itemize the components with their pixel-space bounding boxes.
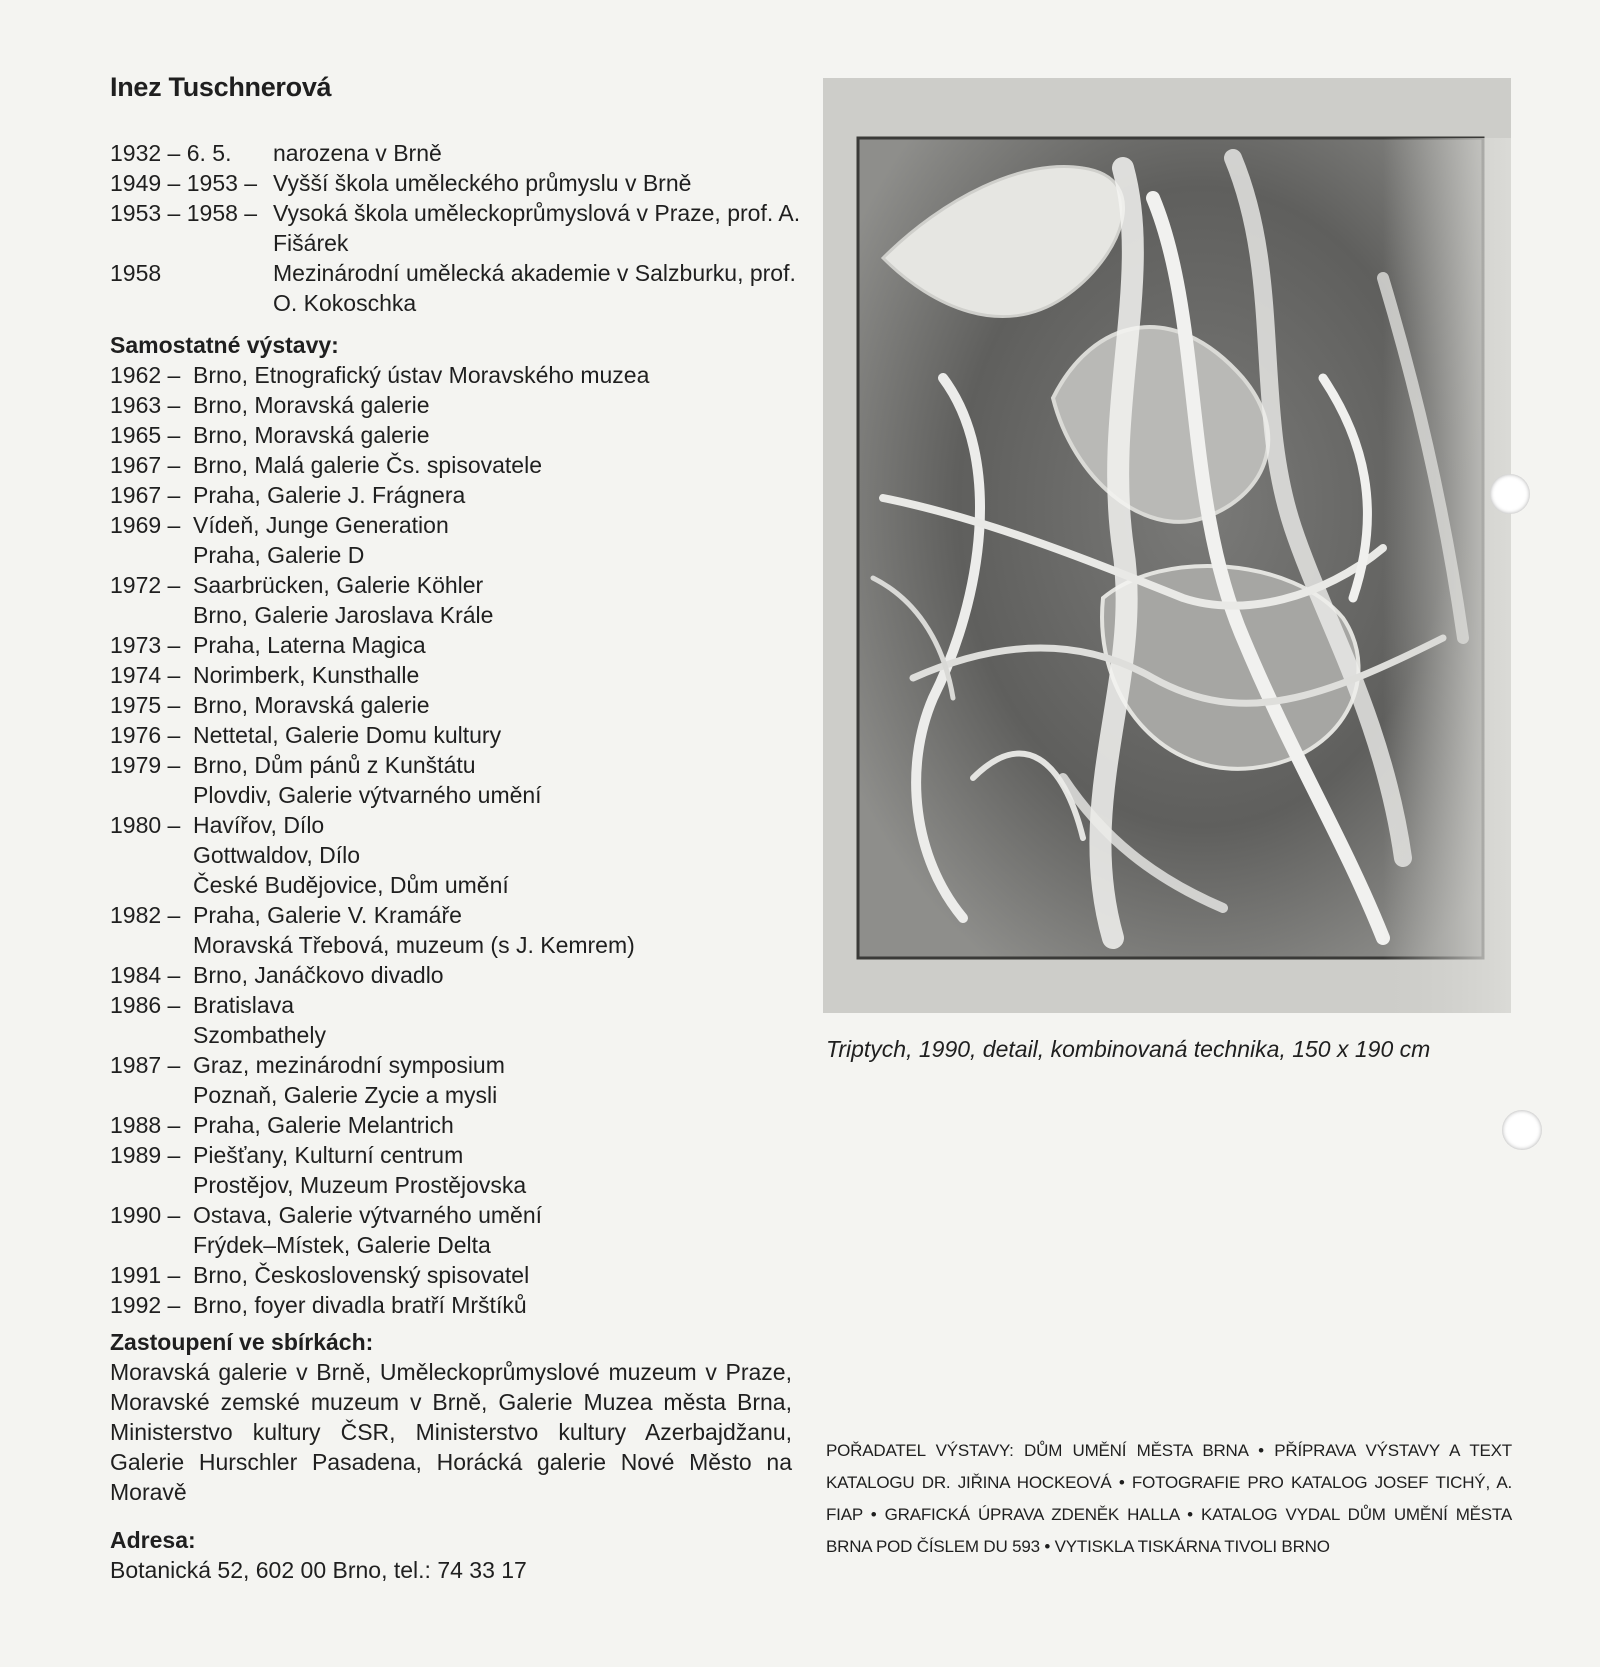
exhibition-year: 1989 – [110, 1142, 181, 1168]
biography [110, 138, 810, 318]
address-heading: Adresa: [110, 1527, 196, 1553]
exhibition-venue: Brno, Moravská galerie [193, 392, 430, 418]
exhibition-venue: Praha, Galerie Melantrich [193, 1112, 454, 1138]
exhibition-row [110, 1260, 810, 1290]
exhibition-year: 1986 – [110, 992, 181, 1018]
exhibition-row [110, 360, 810, 390]
exhibition-venue: Praha, Galerie J. Frágnera [193, 482, 466, 508]
exhibition-venue: Moravská Třebová, muzeum (s J. Kemrem) [193, 932, 635, 958]
exhibition-year [110, 540, 193, 570]
exhibition-row [110, 1020, 810, 1050]
exhibition-row [110, 690, 810, 720]
bio-year: 1958 [110, 260, 162, 286]
exhibition-year [110, 840, 193, 870]
exhibition-row [110, 390, 810, 420]
exhibition-venue: Brno, Malá galerie Čs. spisovatele [193, 452, 542, 478]
exhibition-row [110, 450, 810, 480]
exhibition-year [110, 1170, 193, 1200]
exhibition-venue: Brno, Janáčkovo divadlo [193, 962, 444, 988]
exhibitions-list [110, 360, 810, 1320]
bio-text: narozena v Brně [273, 140, 442, 166]
exhibition-year: 1969 – [110, 512, 181, 538]
exhibition-year [110, 600, 193, 630]
exhibition-row [110, 810, 810, 840]
exhibition-venue: Piešťany, Kulturní centrum [193, 1142, 464, 1168]
exhibition-row [110, 1080, 810, 1110]
artwork-photo [823, 78, 1511, 1013]
exhibition-year: 1962 – [110, 362, 181, 388]
exhibition-year: 1979 – [110, 752, 181, 778]
bio-year: 1953 – 1958 – [110, 200, 258, 226]
exhibition-year: 1974 – [110, 662, 181, 688]
exhibition-venue: Praha, Galerie V. Kramáře [193, 902, 462, 928]
exhibition-year [110, 1020, 193, 1050]
exhibition-venue: Brno, Moravská galerie [193, 422, 430, 448]
address-text: Botanická 52, 602 00 Brno, tel.: 74 33 17 [110, 1557, 527, 1583]
exhibition-year [110, 870, 193, 900]
exhibition-year: 1972 – [110, 572, 181, 598]
exhibition-row [110, 720, 810, 750]
exhibition-year: 1992 – [110, 1292, 181, 1318]
exhibition-venue: Brno, Dům pánů z Kunštátu [193, 752, 476, 778]
bio-year: 1949 – 1953 – [110, 170, 258, 196]
exhibition-venue: Bratislava [193, 992, 294, 1018]
exhibition-venue: Nettetal, Galerie Domu kultury [193, 722, 502, 748]
exhibition-row [110, 660, 810, 690]
exhibition-year [110, 1230, 193, 1260]
exhibition-venue: Prostějov, Muzeum Prostějovska [193, 1172, 527, 1198]
bio-year: 1932 – 6. 5. [110, 140, 232, 166]
exhibition-venue: Plovdiv, Galerie výtvarného umění [193, 782, 542, 808]
bio-text: Mezinárodní umělecká akademie v Salzburku, prof. O. Kokoschka [273, 260, 796, 316]
exhibition-venue: Szombathely [193, 1022, 326, 1048]
exhibition-venue: Brno, Moravská galerie [193, 692, 430, 718]
bio-text: Vysoká škola uměleckoprůmyslová v Praze, prof. A. Fišárek [273, 200, 801, 256]
exhibition-venue: Brno, Československý spisovatel [193, 1262, 530, 1288]
exhibition-row [110, 840, 810, 870]
exhibition-row [110, 1290, 810, 1320]
photo-caption: Triptych, 1990, detail, kombinovaná technika, 150 x 190 cm [826, 1036, 1431, 1062]
exhibition-year: 1980 – [110, 812, 181, 838]
bio-row [110, 168, 810, 198]
exhibition-year: 1967 – [110, 452, 181, 478]
exhibition-venue: Poznaň, Galerie Zycie a mysli [193, 1082, 498, 1108]
exhibition-row [110, 900, 810, 930]
exhibition-year: 1990 – [110, 1202, 181, 1228]
exhibition-venue: Praha, Galerie D [193, 542, 365, 568]
catalog-credits: POŘADATEL VÝSTAVY: DŮM UMĚNÍ MĚSTA BRNA • PŘÍPRAVA VÝSTAVY A TEXT KATALOGU DR. JIŘINA HOCKEOVÁ • FOTOGRAFIE PRO KATALOG JOSEF TICHÝ, A. FIAP • GRAFICKÁ ÚPRAVA ZDENĚK HALLA • KATALOG VYDAL DŮM UMĚNÍ MĚSTA BRNA POD ČÍSLEM DU 593 • VYTISKLA TISKÁRNA TIVOLI BRNO [826, 1441, 1512, 1556]
exhibition-venue: Graz, mezinárodní symposium [193, 1052, 505, 1078]
exhibition-row [110, 990, 810, 1020]
exhibition-row [110, 510, 810, 540]
artist-name: Inez Tuschnerová [110, 72, 332, 102]
exhibition-row [110, 750, 810, 780]
exhibition-year [110, 780, 193, 810]
exhibitions-heading: Samostatné výstavy: [110, 332, 339, 358]
exhibition-row [110, 1140, 810, 1170]
exhibition-year [110, 930, 193, 960]
exhibition-row [110, 420, 810, 450]
exhibition-row [110, 630, 810, 660]
exhibition-venue: Vídeň, Junge Generation [193, 512, 449, 538]
exhibition-row [110, 780, 810, 810]
exhibition-row [110, 930, 810, 960]
exhibition-row [110, 1200, 810, 1230]
exhibition-venue: Saarbrücken, Galerie Köhler [193, 572, 484, 598]
bio-row [110, 198, 810, 258]
exhibition-year: 1982 – [110, 902, 181, 928]
exhibition-venue: České Budějovice, Dům umění [193, 872, 509, 898]
exhibition-row [110, 480, 810, 510]
exhibition-row [110, 600, 810, 630]
binder-hole-lower [1502, 1110, 1542, 1150]
exhibition-year: 1976 – [110, 722, 181, 748]
exhibition-year: 1984 – [110, 962, 181, 988]
exhibition-venue: Gottwaldov, Dílo [193, 842, 361, 868]
exhibition-year: 1967 – [110, 482, 181, 508]
collections-text: Moravská galerie v Brně, Uměleckoprůmyslové muzeum v Praze, Moravské zemské muzeum v Brně, Galerie Muzea města Brna, Ministerstvo kultury ČSR, Ministerstvo kultury Azerbajdžanu, Galerie Hurschler Pasadena, Horácká galerie Nové Město na Moravě [110, 1359, 792, 1505]
collections-heading: Zastoupení ve sbírkách: [110, 1329, 374, 1355]
exhibition-venue: Brno, Etnografický ústav Moravského muzea [193, 362, 650, 388]
exhibition-venue: Brno, Galerie Jaroslava Krále [193, 602, 494, 628]
exhibition-year: 1963 – [110, 392, 181, 418]
exhibition-year: 1973 – [110, 632, 181, 658]
bio-row [110, 138, 810, 168]
exhibition-row [110, 1230, 810, 1260]
exhibition-venue: Norimberk, Kunsthalle [193, 662, 420, 688]
exhibition-venue: Havířov, Dílo [193, 812, 325, 838]
bio-text: Vyšší škola uměleckého průmyslu v Brně [273, 170, 692, 196]
exhibition-year [110, 1080, 193, 1110]
exhibition-venue: Ostava, Galerie výtvarného umění [193, 1202, 542, 1228]
exhibition-venue: Praha, Laterna Magica [193, 632, 426, 658]
exhibition-year: 1988 – [110, 1112, 181, 1138]
exhibition-row [110, 1170, 810, 1200]
exhibition-row [110, 870, 810, 900]
exhibition-row [110, 570, 810, 600]
exhibition-row [110, 960, 810, 990]
exhibition-year: 1987 – [110, 1052, 181, 1078]
exhibition-row [110, 540, 810, 570]
exhibition-year: 1975 – [110, 692, 181, 718]
bio-row [110, 258, 810, 318]
exhibition-venue: Frýdek–Místek, Galerie Delta [193, 1232, 491, 1258]
binder-hole-upper [1490, 474, 1530, 514]
exhibition-row [110, 1050, 810, 1080]
exhibition-row [110, 1110, 810, 1140]
exhibition-year: 1991 – [110, 1262, 181, 1288]
exhibition-year: 1965 – [110, 422, 181, 448]
exhibition-venue: Brno, foyer divadla bratří Mrštíků [193, 1292, 527, 1318]
